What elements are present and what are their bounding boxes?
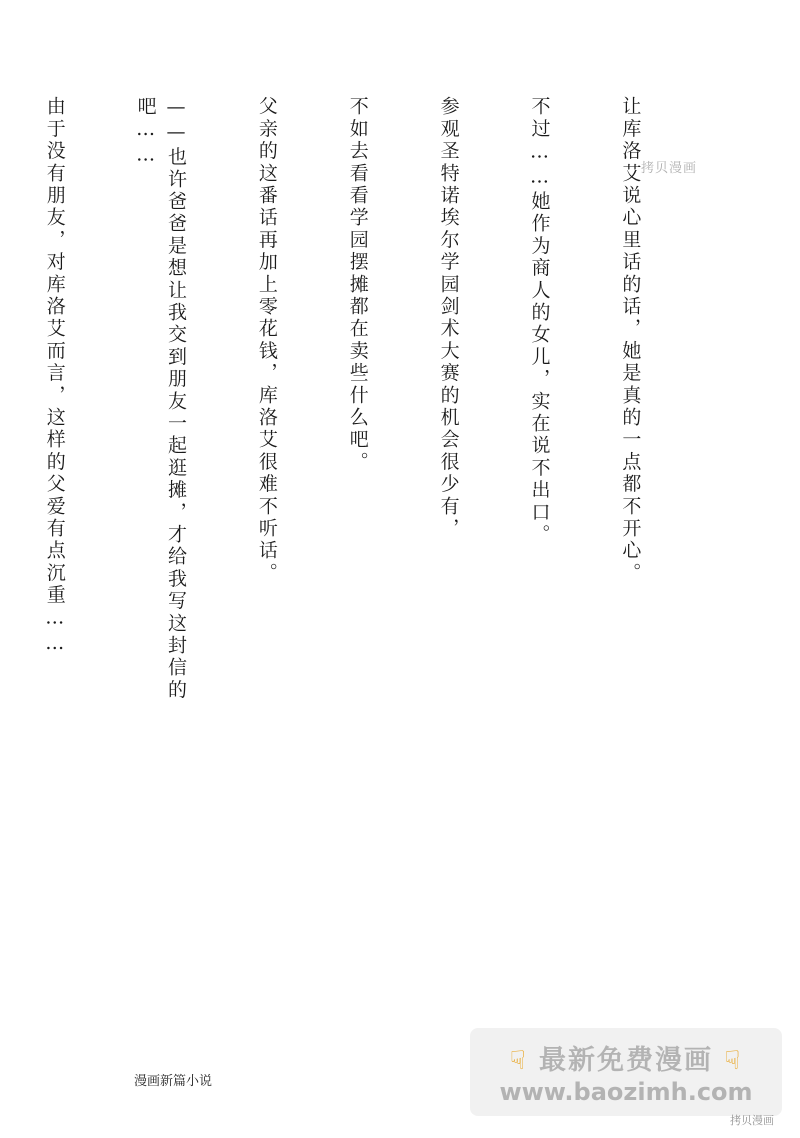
page-footer: 漫画新篇小说 — [134, 1074, 213, 1089]
text-line: 父亲的这番话再加上零花钱，库洛艾很难不听话。 — [255, 96, 278, 585]
watermark-title-row — [470, 1038, 782, 1077]
watermark-url: www.baozimh.com — [499, 1078, 753, 1106]
pointing-hand-icon: ☟ — [509, 1046, 528, 1076]
text-line: 让库洛艾说心里话的话，她是真的一点都不开心。 — [619, 96, 642, 585]
watermark-tag: 拷贝漫画 — [730, 1114, 774, 1127]
vertical-body-text — [0, 96, 706, 736]
text-line: 不如去看看学园摆摊都在卖些什么吧。 — [346, 96, 369, 474]
watermark-text: 拷贝漫画 — [641, 161, 698, 176]
pointing-hand-icon: ☟ — [724, 1046, 743, 1076]
watermark-title: 最新免费漫画 — [539, 1045, 713, 1076]
watermark-banner[interactable] — [470, 1028, 782, 1116]
text-line: ——也许爸爸是想让我交到朋友一起逛摊，才给我写这封信的吧…… — [134, 96, 187, 702]
text-line: 不过……她作为商人的女儿，实在说不出口。 — [528, 96, 551, 546]
text-line: 参观圣特诺埃尔学园剑术大赛的机会很少有， — [437, 96, 460, 540]
text-line: 由于没有朋友，对库洛艾而言，这样的父爱有点沉重…… — [43, 96, 66, 657]
